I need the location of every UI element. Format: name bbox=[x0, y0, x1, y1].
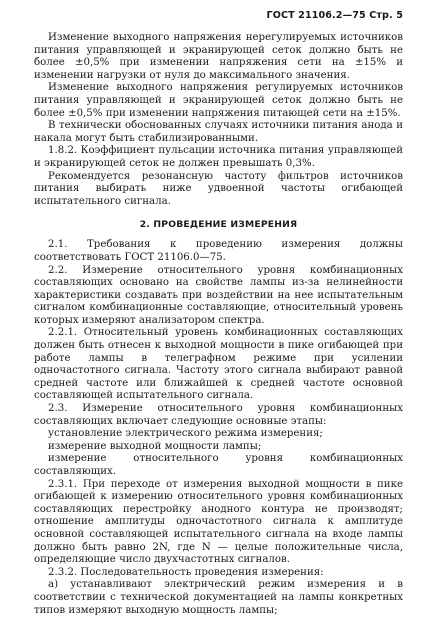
paragraph: Изменение выходного напряжения нерегулируемых источников питания управляющей и экранирующей сеток должно быть не более ±0,5% при изменении напряжения сети на ±15% и изменении нагрузки от нуля до максимального значения. bbox=[34, 32, 403, 81]
paragraph: В технически обоснованных случаях источники питания анода и накала могут быть стабилизированными. bbox=[34, 120, 403, 144]
paragraph: Рекомендуется резонансную частоту фильтров источников питания выбирать ниже удвоенной частоты огибающей испытательного сигнала. bbox=[34, 170, 403, 207]
paragraph: 2.2. Измерение относительного уровня комбинационных составляющих основано на свойстве лампы из-за нелинейности характеристики создавать при воздействии на нее испытательным сигналом комбинационные составляющие, относительный уровень которых измеряют анализатором спектра. bbox=[34, 264, 403, 326]
paragraph: 2.3.2. Последовательность проведения измерения: bbox=[48, 566, 324, 578]
paragraph: 2.1. Требования к проведению измерения должны соответствовать ГОСТ 21106.0—75. bbox=[34, 239, 403, 263]
paragraph: 2.2.1. Относительный уровень комбинационных составляющих должен быть отнесен к выходной мощности в пике огибающей при работе лампы в телеграфном режиме при усилении одночастотного сигнала. Частоту этого сигнала выбирают равной средней частоте или ближайшей к средней частоте основной составляющей испытательного сигнала. bbox=[34, 327, 403, 402]
paragraph: установление электрического режима измерения; bbox=[48, 428, 323, 440]
paragraph: 1.8.2. Коэффициент пульсации источника питания управляющей и экранирующей сеток не должен превышать 0,3%. bbox=[34, 145, 403, 169]
paragraph: а) устанавливают электрический режим измерения и в соответствии с технической документацией на лампы конкретных типов измеряют выходную мощность лампы; bbox=[34, 579, 403, 616]
paragraph: 2.3.1. При переходе от измерения выходной мощности в пике огибающей к измерению относительного уровня комбинационных составляющих перестройку анодного контура не производят; отношение амплитуды одночастотного сигнала к амплитуде основной составляющей испытательного сигнала на входе лампы должно быть равно 2N, где N — целые положительные числа, определяющие число двухчастотных сигналов. bbox=[34, 478, 403, 566]
running-head: ГОСТ 21106.2—75 Стр. 5 bbox=[266, 10, 403, 21]
paragraph: 2.3. Измерение относительного уровня комбинационных составляющих включает следующие основные этапы: bbox=[34, 403, 403, 427]
paragraph: измерение выходной мощности лампы; bbox=[48, 440, 262, 452]
paragraph: измерение относительного уровня комбинационных составляющих. bbox=[34, 453, 403, 477]
paragraph: Изменение выходного напряжения регулируемых источников питания управляющей и экранирующей сеток должно быть не более ±0,5% при изменении напряжения питающей сети на ±15%. bbox=[34, 82, 403, 119]
section-title: 2. ПРОВЕДЕНИЕ ИЗМЕРЕНИЯ bbox=[139, 219, 298, 231]
